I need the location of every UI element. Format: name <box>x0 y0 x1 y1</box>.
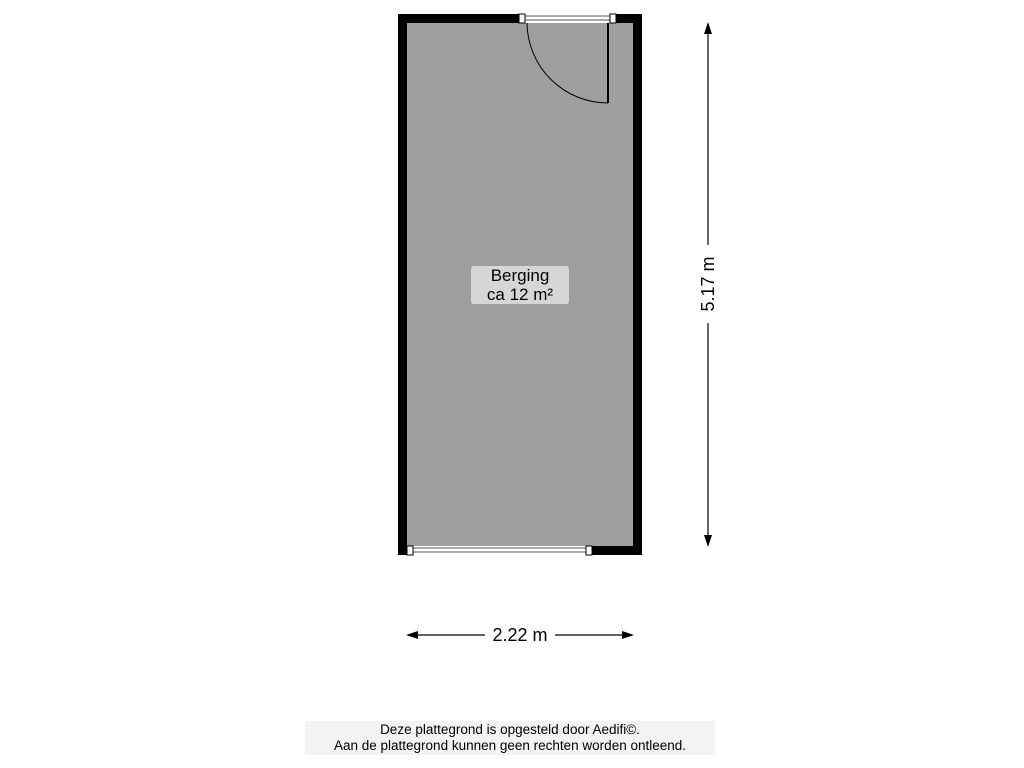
width-dimension-label: 2.22 m <box>485 624 555 646</box>
room-label <box>471 266 569 304</box>
bottom-opening <box>407 546 592 555</box>
disclaimer-line-2: Aan de plattegrond kunnen geen rechten worden ontleend. <box>333 738 687 753</box>
arrow-down-icon <box>704 535 712 547</box>
arrow-up-icon <box>704 22 712 34</box>
length-dimension-text: 5.17 m <box>698 256 718 312</box>
room-area: ca 12 m² <box>486 285 554 304</box>
disclaimer-line-1: Deze plattegrond is opgesteld door Aedifi©. <box>380 722 640 737</box>
arrow-right-icon <box>622 631 634 639</box>
room-name: Berging <box>490 266 550 285</box>
disclaimer <box>305 721 715 755</box>
arrow-left-icon <box>406 631 418 639</box>
length-dimension-label <box>697 245 719 323</box>
